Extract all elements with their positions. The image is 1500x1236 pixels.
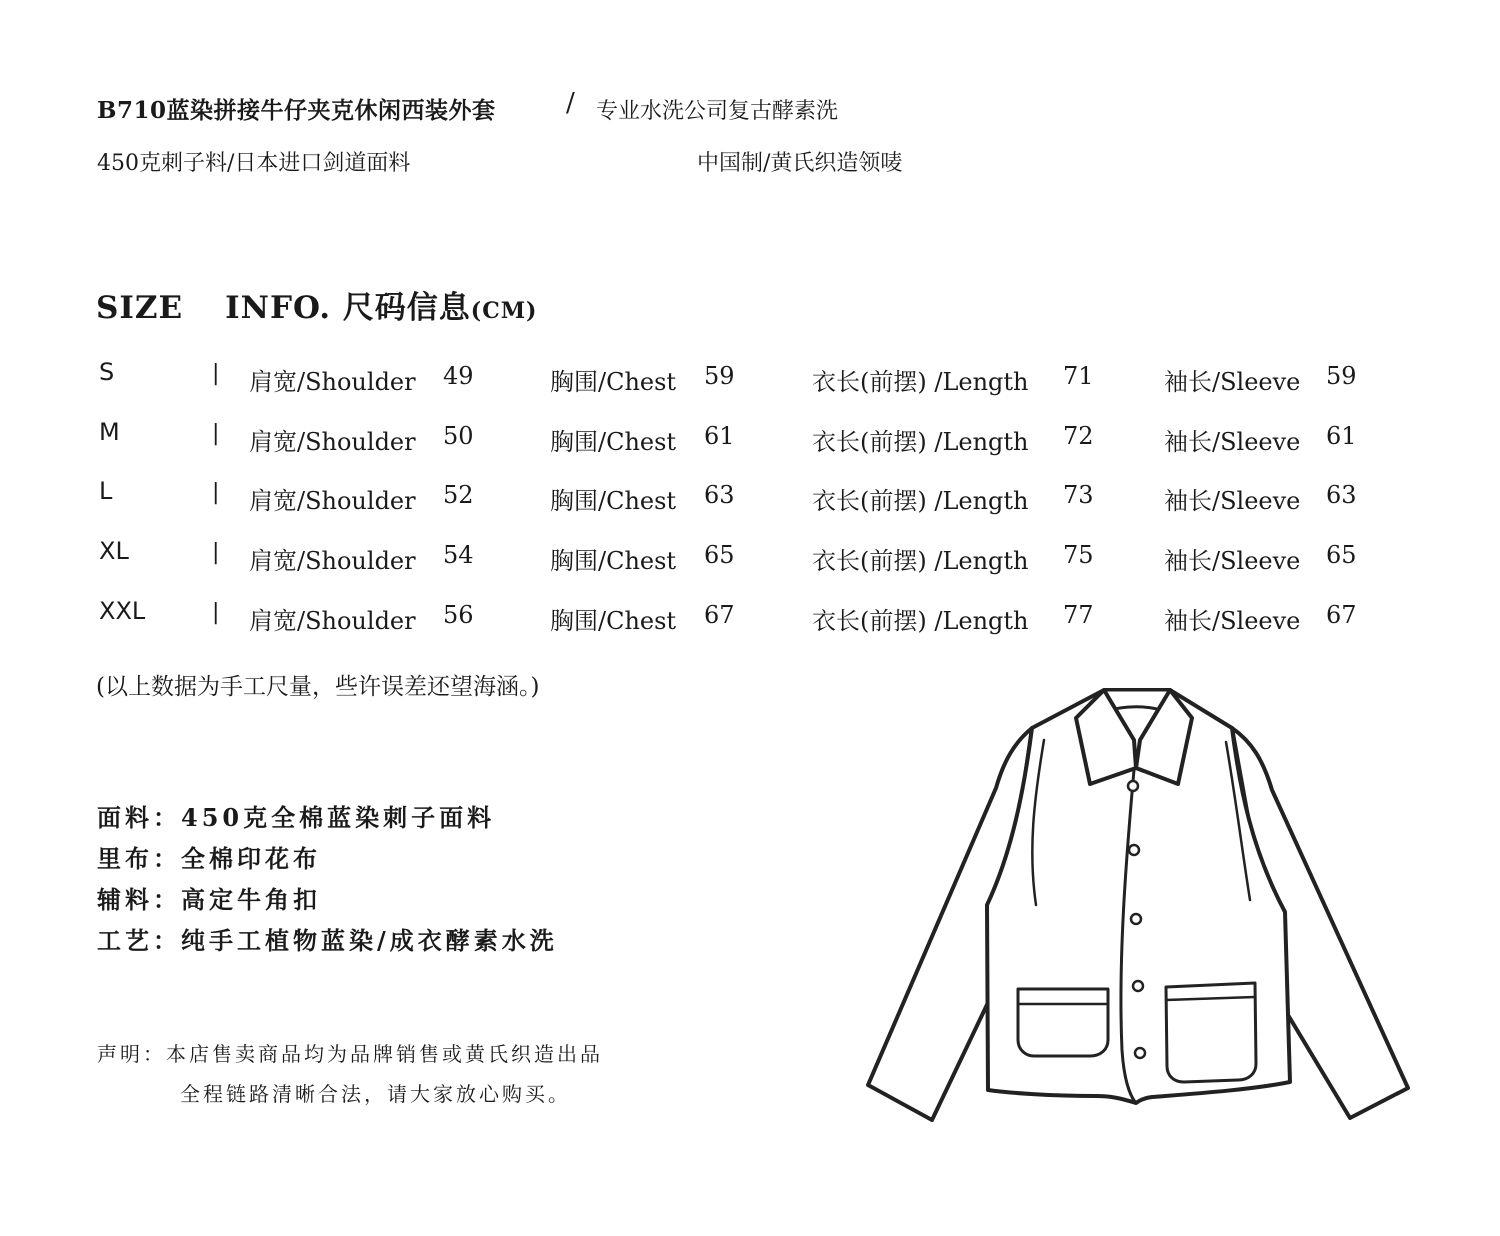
length-value: 77 bbox=[1063, 601, 1094, 629]
shoulder-value: 49 bbox=[443, 362, 474, 390]
declaration-line-2: 全程链路清晰合法，请大家放心购买。 bbox=[180, 1082, 571, 1106]
size-label: M bbox=[99, 418, 120, 446]
fabric-info: 450克刺子料/日本进口剑道面料 bbox=[97, 151, 411, 176]
sleeve-label: 袖长/Sleeve bbox=[1164, 547, 1301, 575]
sleeve-value: 67 bbox=[1326, 601, 1357, 629]
button-3 bbox=[1131, 914, 1141, 924]
product-title: B710蓝染拼接牛仔夹克休闲西装外套 bbox=[97, 97, 496, 124]
shoulder-value: 54 bbox=[443, 541, 474, 569]
length-label: 衣长(前摆) /Length bbox=[812, 547, 1029, 575]
button-1 bbox=[1128, 781, 1138, 791]
length-label: 衣长(前摆) /Length bbox=[812, 428, 1029, 456]
sleeve-label: 袖长/Sleeve bbox=[1164, 368, 1301, 396]
material-craft: 工艺：纯手工植物蓝染/成衣酵素水洗 bbox=[97, 926, 558, 955]
sleeve-value: 61 bbox=[1326, 422, 1357, 450]
shoulder-value: 56 bbox=[443, 601, 474, 629]
size-label: L bbox=[99, 477, 113, 505]
sleeve-label: 袖长/Sleeve bbox=[1164, 428, 1301, 456]
shoulder-value: 52 bbox=[443, 481, 474, 509]
size-row-m bbox=[0, 418, 1500, 462]
size-label: XL bbox=[99, 537, 129, 565]
size-row-l bbox=[0, 477, 1500, 521]
shoulder-label: 肩宽/Shoulder bbox=[249, 368, 416, 396]
shoulder-label: 肩宽/Shoulder bbox=[249, 428, 416, 456]
shoulder-label: 肩宽/Shoulder bbox=[249, 607, 416, 635]
left-pocket bbox=[1018, 989, 1108, 1056]
shoulder-value: 50 bbox=[443, 422, 474, 450]
sleeve-value: 59 bbox=[1326, 362, 1357, 390]
length-label: 衣长(前摆) /Length bbox=[812, 607, 1029, 635]
length-value: 73 bbox=[1063, 481, 1094, 509]
sleeve-label: 袖长/Sleeve bbox=[1164, 487, 1301, 515]
wash-info: 专业水洗公司复古酵素洗 bbox=[596, 99, 839, 124]
row-separator: | bbox=[212, 540, 220, 565]
size-info-heading bbox=[96, 282, 537, 327]
chest-label: 胸围/Chest bbox=[550, 428, 677, 456]
material-lining: 里布：全棉印花布 bbox=[97, 844, 321, 873]
title-separator: / bbox=[566, 88, 575, 118]
sleeve-value: 65 bbox=[1326, 541, 1357, 569]
sleeve-value: 63 bbox=[1326, 481, 1357, 509]
chest-label: 胸围/Chest bbox=[550, 487, 677, 515]
chest-value: 59 bbox=[704, 362, 735, 390]
size-row-xxl bbox=[0, 597, 1500, 641]
button-4 bbox=[1133, 981, 1143, 991]
length-label: 衣长(前摆) /Length bbox=[812, 368, 1029, 396]
heading-unit: (CM) bbox=[470, 298, 538, 324]
row-separator: | bbox=[212, 600, 220, 625]
length-value: 75 bbox=[1063, 541, 1094, 569]
size-label: XXL bbox=[99, 597, 146, 625]
shoulder-label: 肩宽/Shoulder bbox=[249, 547, 416, 575]
chest-value: 63 bbox=[704, 481, 735, 509]
material-accessories: 辅料：高定牛角扣 bbox=[97, 885, 321, 914]
chest-value: 61 bbox=[704, 422, 735, 450]
button-2 bbox=[1129, 845, 1139, 855]
heading-size-word: SIZE bbox=[96, 290, 184, 326]
origin-info: 中国制/黄氏织造领唛 bbox=[697, 151, 903, 176]
heading-info-word: INFO. 尺码信息 bbox=[225, 290, 471, 326]
size-row-s bbox=[0, 358, 1500, 402]
jacket-illustration-icon bbox=[860, 680, 1420, 1130]
length-value: 72 bbox=[1063, 422, 1094, 450]
shoulder-label: 肩宽/Shoulder bbox=[249, 487, 416, 515]
size-row-xl bbox=[0, 537, 1500, 581]
material-fabric: 面料：450克全棉蓝染刺子面料 bbox=[97, 803, 496, 832]
chest-label: 胸围/Chest bbox=[550, 607, 677, 635]
declaration-line-1: 声明：本店售卖商品均为品牌销售或黄氏织造出品 bbox=[97, 1042, 603, 1066]
row-separator: | bbox=[212, 480, 220, 505]
chest-label: 胸围/Chest bbox=[550, 368, 677, 396]
measurement-note: (以上数据为手工尺量，些许误差还望海涵。) bbox=[96, 674, 540, 700]
length-value: 71 bbox=[1063, 362, 1094, 390]
length-label: 衣长(前摆) /Length bbox=[812, 487, 1029, 515]
chest-value: 65 bbox=[704, 541, 735, 569]
row-separator: | bbox=[212, 421, 220, 446]
chest-label: 胸围/Chest bbox=[550, 547, 677, 575]
row-separator: | bbox=[212, 361, 220, 386]
size-label: S bbox=[99, 358, 115, 386]
sleeve-label: 袖长/Sleeve bbox=[1164, 607, 1301, 635]
chest-value: 67 bbox=[704, 601, 735, 629]
button-5 bbox=[1135, 1048, 1145, 1058]
